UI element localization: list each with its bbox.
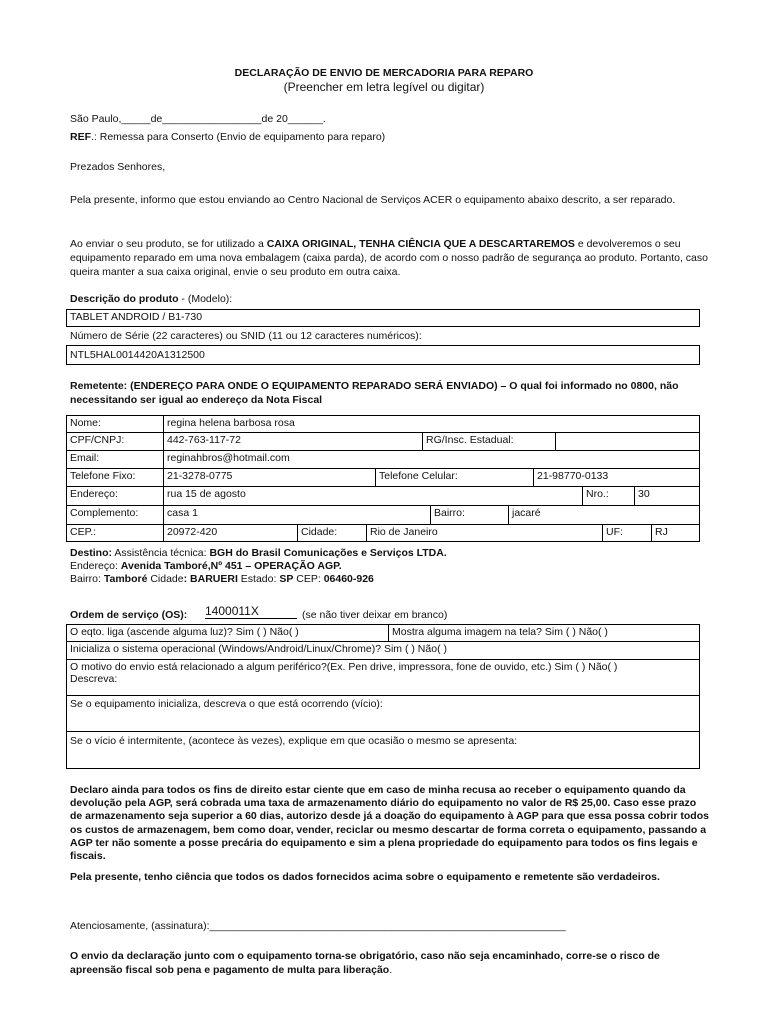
- model-field[interactable]: TABLET ANDROID / B1-730: [66, 309, 700, 327]
- periferico-question: O motivo do envio está relacionado a algum periférico?(Ex. Pen drive, impressora, fone de ouvido, etc.) Sim ( ) Não( ): [70, 661, 618, 673]
- question-periferico[interactable]: [66, 659, 700, 696]
- date-line: São Paulo,_____de_________________de 20______.: [70, 113, 326, 125]
- greeting: Prezados Senhores,: [70, 161, 166, 173]
- final-notice-bold: O envio da declaração junto com o equipamento torna-se obrigatório, caso não seja encaminhado, corre-se o risco de apreensão fiscal sob pena e pagamento de multa para liberação: [70, 950, 660, 976]
- telefone-celular-field[interactable]: 21-98770-0133: [533, 468, 700, 487]
- destino-l3-d: : BARUERI: [183, 573, 238, 585]
- final-notice-end: .: [389, 964, 393, 976]
- ref-line: [70, 131, 385, 143]
- os-note: (se não tiver deixar em branco): [302, 609, 448, 621]
- rg-field[interactable]: [555, 432, 700, 451]
- complemento-label: Complemento:: [66, 505, 164, 525]
- question-inicializa[interactable]: Inicializa o sistema operacional (Windows/Android/Linux/Chrome)? Sim ( ) Não( ): [66, 641, 700, 660]
- document-subtitle: (Preencher em letra legível ou digitar): [283, 80, 485, 94]
- os-field[interactable]: 1400011X: [205, 604, 297, 619]
- sender-heading: Remetente: (ENDEREÇO PARA ONDE O EQUIPAMENTO REPARADO SERÁ ENVIADO) – O qual foi informado no 0800, não necessitando ser igual ao endereço da Nota Fiscal: [70, 380, 679, 406]
- destino-l1-text: Assistência técnica:: [112, 547, 210, 559]
- ref-label: REF: [70, 131, 91, 143]
- cep-field[interactable]: 20972-420: [163, 524, 298, 542]
- complemento-field[interactable]: casa 1: [163, 505, 431, 525]
- numero-label: Nro.:: [582, 486, 635, 506]
- email-field[interactable]: reginahbros@hotmail.com: [163, 450, 700, 469]
- telefone-fixo-label: Telefone Fixo:: [66, 468, 164, 487]
- ciencia-paragraph: Pela presente, tenho ciência que todos os dados fornecidos acima sobre o equipamento e remetente são verdadeiros.: [70, 871, 660, 883]
- intro-paragraph-2: [70, 237, 710, 279]
- document-title: DECLARAÇÃO DE ENVIO DE MERCADORIA PARA REPARO: [234, 67, 534, 79]
- nome-field[interactable]: regina helena barbosa rosa: [163, 415, 700, 433]
- final-notice: [70, 949, 710, 977]
- question-liga[interactable]: O eqto. liga (ascende alguma luz)? Sim ( ) Não( ): [66, 624, 389, 642]
- cidade-label: Cidade:: [297, 524, 367, 542]
- serial-field[interactable]: NTL5HAL0014420A1312500: [66, 345, 700, 365]
- intro-paragraph-1: Pela presente, informo que estou enviando ao Centro Nacional de Serviços ACER o equipamento abaixo descrito, a ser reparado.: [70, 194, 676, 206]
- desc-label-bold: Descrição do produto: [70, 293, 179, 305]
- destino-l3-c: Cidade: [147, 573, 184, 585]
- telefone-fixo-field[interactable]: 21-3278-0775: [163, 468, 376, 487]
- destino-l3-g: CEP:: [293, 573, 324, 585]
- destino-l3-b: Tamboré: [103, 573, 148, 585]
- question-intermitente[interactable]: Se o vício é intermitente, (acontece às vezes), explique em que ocasião o mesmo se apresenta:: [66, 731, 700, 769]
- declaration-paragraph: Declaro ainda para todos os fins de direito estar ciente que em caso de minha recusa ao receber o equipamento quando da devolução pela AGP, será cobrada uma taxa de armazenamento diário do equipamento no valor de R$ 25,00. Caso esse prazo de armazenamento seja superior a 60 dias, autorizo desde já a doação do equipamento à AGP para que essa possa cobrir todos os custos de armazenagem, bem como doar, vender, reciclar ou mesmo descartar de forma correta o equipamento, passando a AGP ter não somente a posse precária do equipamento e sim a plena propriedade do equipamento para todos os fins legais e fiscais.: [70, 784, 709, 863]
- desc-label-suffix: - (Modelo):: [178, 293, 233, 305]
- para2-text-a: Ao enviar o seu produto, se for utilizado a: [70, 238, 267, 250]
- destino-l3-h: 06460-926: [323, 573, 374, 585]
- cep-label: CEP.:: [66, 524, 164, 542]
- rg-label: RG/Insc. Estadual:: [422, 432, 556, 451]
- destino-l3-a: Bairro:: [70, 573, 104, 585]
- destino-l1-bold: BGH do Brasil Comunicações e Serviços LTDA.: [209, 547, 447, 559]
- question-vicio[interactable]: Se o equipamento inicializa, descreva o que está ocorrendo (vício):: [66, 695, 700, 732]
- destino-line-1: [70, 547, 447, 559]
- destino-line-2: [70, 560, 342, 572]
- numero-field[interactable]: 30: [634, 486, 700, 506]
- uf-field[interactable]: RJ: [651, 524, 700, 542]
- para2-bold: CAIXA ORIGINAL, TENHA CIÊNCIA QUE A DESCARTAREMOS: [266, 238, 575, 250]
- destino-l3-f: SP: [279, 573, 294, 585]
- destino-label: Destino:: [70, 547, 112, 559]
- bairro-label: Bairro:: [430, 505, 509, 525]
- para2-text-b: e devolveremos o seu equipamento reparado em uma nova embalagem (caixa parda), de acordo com o nosso padrão de segurança ao produto. Portanto, caso queira manter a sua caixa original, envie o seu produto em outra caixa.: [70, 238, 708, 278]
- serial-label: Número de Série (22 caracteres) ou SNID (11 ou 12 caracteres numéricos):: [70, 330, 422, 342]
- os-label: Ordem de serviço (OS):: [70, 609, 188, 621]
- destino-l2-text: Endereço:: [70, 560, 121, 572]
- destino-l3-e: Estado:: [237, 573, 280, 585]
- bairro-field[interactable]: jacaré: [508, 505, 700, 525]
- destino-l2-bold: Avenida Tamboré,Nº 451 – OPERAÇÃO AGP.: [120, 560, 342, 572]
- endereco-label: Endereço:: [66, 486, 164, 506]
- destino-line-3: [70, 573, 374, 585]
- telefone-celular-label: Telefone Celular:: [375, 468, 534, 487]
- nome-label: Nome:: [66, 415, 164, 433]
- product-description-label: [70, 293, 232, 305]
- uf-label: UF:: [602, 524, 652, 542]
- cpf-field[interactable]: 442-763-117-72: [163, 432, 423, 451]
- email-label: Email:: [66, 450, 164, 469]
- endereco-field[interactable]: rua 15 de agosto: [163, 486, 583, 506]
- ref-text: .: Remessa para Conserto (Envio de equipamento para reparo): [91, 131, 386, 143]
- cpf-label: CPF/CNPJ:: [66, 432, 164, 451]
- signature-line[interactable]: Atenciosamente, (assinatura):_____________________________________________________________: [70, 920, 566, 932]
- question-imagem[interactable]: Mostra alguma imagem na tela? Sim ( ) Não( ): [388, 624, 700, 642]
- periferico-descreva: Descreva:: [70, 673, 118, 685]
- cidade-field[interactable]: Rio de Janeiro: [366, 524, 603, 542]
